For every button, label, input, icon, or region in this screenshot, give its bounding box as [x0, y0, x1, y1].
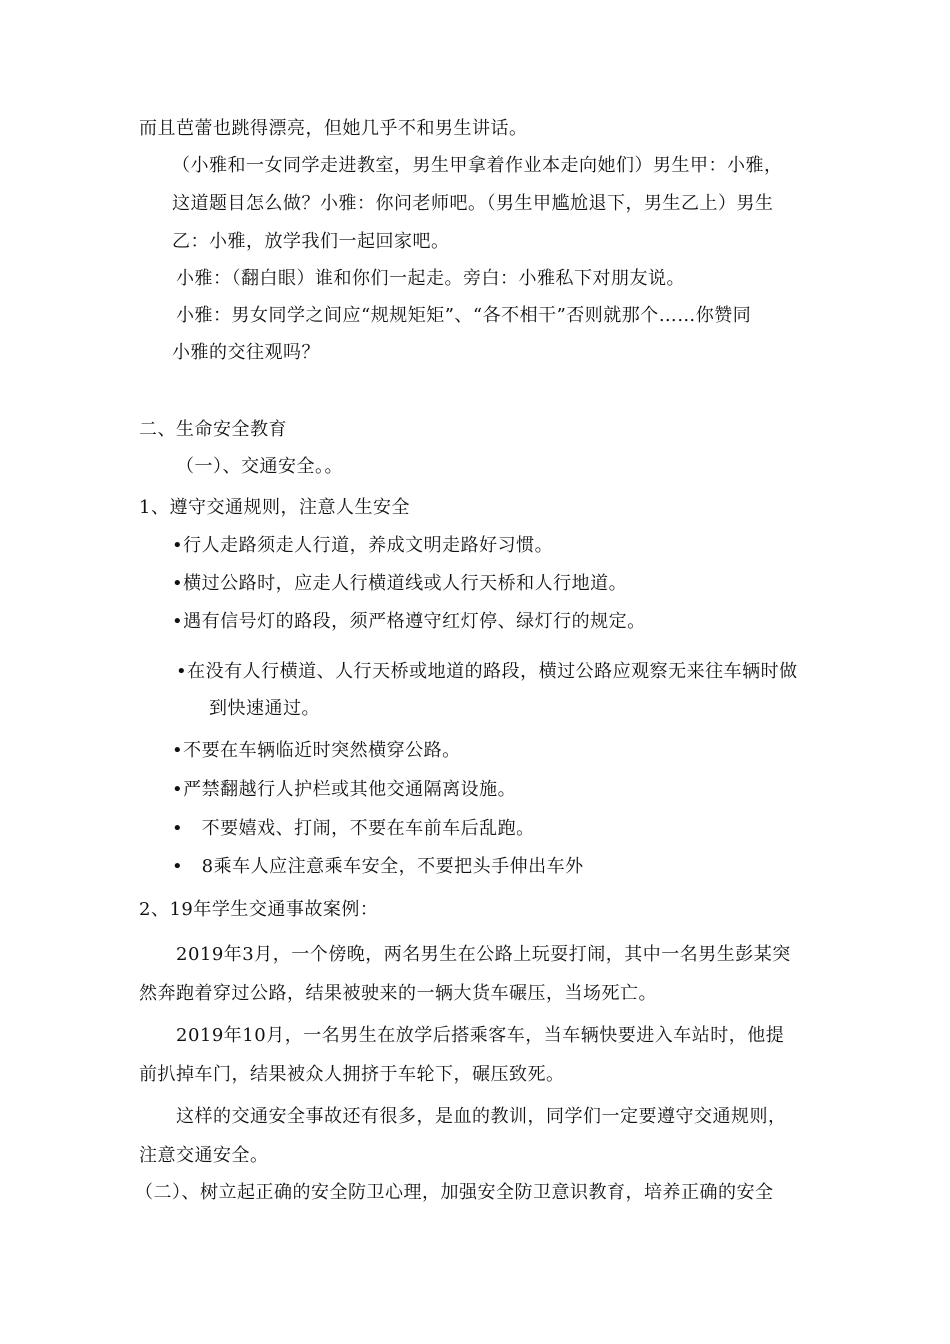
- paragraph-line: 这道题目怎么做？小雅：你问老师吧。（男生甲尴尬退下，男生乙上）男生: [172, 193, 774, 214]
- paragraph-line: 小雅：男女同学之间应“规规矩矩”、“各不相干”否则就那个……你赞同: [176, 305, 752, 326]
- subsection-heading: （二）、树立起正确的安全防卫心理，加强安全防卫意识教育，培养正确的安全: [135, 1182, 774, 1203]
- paragraph-line: 而且芭蕾也跳得漂亮，但她几乎不和男生讲话。: [139, 118, 528, 139]
- bullet-item: •遇有信号灯的路段，须严格遵守红灯停、绿灯行的规定。: [172, 611, 646, 632]
- bullet-item: •严禁翻越行人护栏或其他交通隔离设施。: [172, 779, 517, 800]
- paragraph-line: 这样的交通安全事故还有很多，是血的教训，同学们一定要遵守交通规则，: [176, 1106, 787, 1127]
- bullet-item: •横过公路时，应走人行横道线或人行天桥和人行地道。: [172, 573, 628, 594]
- paragraph-line: （小雅和一女同学走进教室，男生甲拿着作业本走向她们）男生甲：小雅，: [172, 155, 783, 176]
- bullet-item: •行人走路须走人行道，养成文明走路好习惯。: [172, 535, 554, 556]
- bullet-item: • 不要嬉戏、打闹，不要在车前车后乱跑。: [172, 818, 535, 839]
- section-heading: 二、生命安全教育: [139, 419, 287, 440]
- bullet-item: •不要在车辆临近时突然横穿公路。: [172, 740, 461, 761]
- bullet-item-continuation: 到快速通过。: [209, 698, 320, 719]
- paragraph-line: 注意交通安全。: [139, 1145, 269, 1166]
- bullet-item: •在没有人行横道、人行天桥或地道的路段，横过公路应观察无来往车辆时做: [176, 661, 798, 682]
- paragraph-line: 小雅：（翻白眼）谁和你们一起走。旁白：小雅私下对朋友说。: [176, 268, 685, 289]
- bullet-item: • 8乘车人应注意乘车安全，不要把头手伸出车外: [172, 856, 584, 877]
- item-heading: 1、遵守交通规则，注意人生安全: [139, 497, 410, 518]
- paragraph-line: 乙：小雅，放学我们一起回家吧。: [172, 231, 450, 252]
- paragraph-line: 小雅的交往观吗？: [172, 342, 320, 363]
- paragraph-line: 前扒掉车门，结果被众人拥挤于车轮下，碾压致死。: [139, 1064, 565, 1085]
- paragraph-line: 然奔跑着穿过公路，结果被驶来的一辆大货车碾压，当场死亡。: [139, 983, 657, 1004]
- subsection-heading: （一）、交通安全。。: [176, 456, 343, 477]
- item-heading: 2、19年学生交通事故案例：: [139, 899, 379, 920]
- paragraph-line: 2019年3月，一个傍晚，两名男生在公路上玩耍打闹，其中一名男生彭某突: [176, 944, 791, 965]
- paragraph-line: 2019年10月，一名男生在放学后搭乘客车，当车辆快要进入车站时，他提: [176, 1025, 785, 1046]
